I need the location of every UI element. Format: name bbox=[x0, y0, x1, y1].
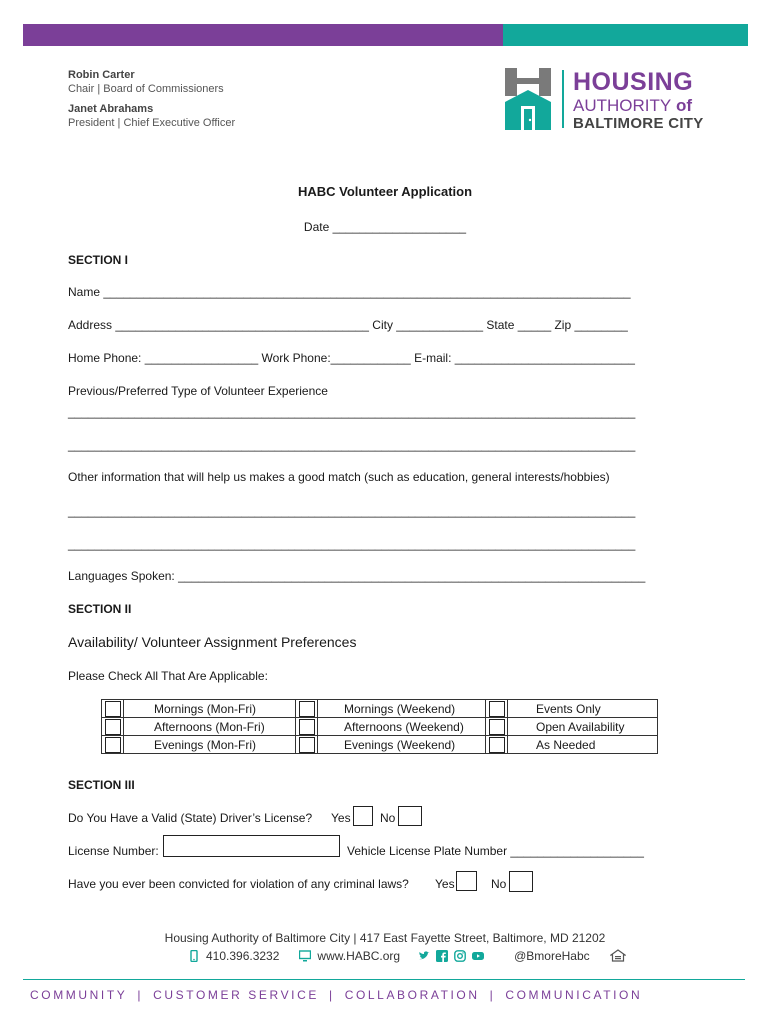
officials-block bbox=[68, 68, 235, 130]
value-item: COMMUNICATION bbox=[505, 988, 643, 1002]
house-door-icon bbox=[505, 68, 551, 130]
value-item: COMMUNITY bbox=[30, 988, 128, 1002]
checkbox-cell[interactable] bbox=[102, 718, 124, 736]
checkbox-cell[interactable] bbox=[486, 700, 508, 718]
footer-divider bbox=[23, 979, 745, 980]
official-name: Robin Carter bbox=[68, 69, 135, 81]
checkbox-cell[interactable] bbox=[296, 700, 318, 718]
logo-wordmark bbox=[573, 68, 704, 132]
experience-line[interactable]: _____________________________________________________________________________________ bbox=[68, 438, 636, 452]
logo-line-authority: AUTHORITY of bbox=[573, 96, 693, 115]
checkbox-cell[interactable] bbox=[102, 736, 124, 754]
monitor-icon bbox=[299, 950, 311, 962]
plate-number-field[interactable]: Vehicle License Plate Number ____________________ bbox=[347, 844, 644, 858]
experience-line[interactable]: _____________________________________________________________________________________ bbox=[68, 405, 636, 419]
option-label: Mornings (Weekend) bbox=[318, 700, 486, 718]
table-row bbox=[102, 718, 658, 736]
section-2-heading: SECTION II bbox=[68, 602, 132, 616]
official-role: President | Chief Executive Officer bbox=[68, 117, 236, 129]
footer-address: Housing Authority of Baltimore City | 417 East Fayette Street, Baltimore, MD 21202 bbox=[164, 931, 606, 945]
conviction-no-checkbox[interactable] bbox=[509, 871, 533, 892]
check-instruction: Please Check All That Are Applicable: bbox=[68, 669, 268, 683]
checkbox[interactable] bbox=[299, 701, 315, 717]
option-label: Open Availability bbox=[508, 718, 658, 736]
license-question: Do You Have a Valid (State) Driver’s License? bbox=[68, 811, 313, 825]
experience-label: Previous/Preferred Type of Volunteer Experience bbox=[68, 384, 328, 398]
checkbox[interactable] bbox=[489, 737, 505, 753]
value-item: COLLABORATION bbox=[344, 988, 480, 1002]
license-no-checkbox[interactable] bbox=[398, 806, 422, 826]
other-info-line[interactable]: _____________________________________________________________________________________ bbox=[68, 537, 636, 551]
checkbox-cell[interactable] bbox=[102, 700, 124, 718]
option-label: As Needed bbox=[508, 736, 658, 754]
option-label: Events Only bbox=[508, 700, 658, 718]
habc-logo bbox=[505, 68, 720, 134]
option-label: Mornings (Mon-Fri) bbox=[124, 700, 296, 718]
phone-email-field[interactable]: Home Phone: _________________ Work Phone:____________ E-mail: ___________________________ bbox=[68, 351, 635, 365]
name-field[interactable]: Name _______________________________________________________________________________ bbox=[68, 285, 631, 299]
section-3-heading: SECTION III bbox=[68, 778, 135, 792]
checkbox-cell[interactable] bbox=[296, 718, 318, 736]
other-info-line[interactable]: _____________________________________________________________________________________ bbox=[68, 504, 636, 518]
languages-field[interactable]: Languages Spoken: ______________________________________________________________________ bbox=[68, 569, 646, 583]
footer-social-handle[interactable]: @BmoreHabc bbox=[514, 949, 590, 963]
facebook-icon[interactable] bbox=[436, 950, 448, 962]
checkbox-cell[interactable] bbox=[486, 736, 508, 754]
option-label: Evenings (Mon-Fri) bbox=[124, 736, 296, 754]
form-title: HABC Volunteer Application bbox=[297, 184, 473, 199]
option-label: Afternoons (Mon-Fri) bbox=[124, 718, 296, 736]
official-name: Janet Abrahams bbox=[68, 103, 154, 115]
youtube-icon[interactable] bbox=[472, 950, 484, 962]
checkbox[interactable] bbox=[299, 737, 315, 753]
header-bar-teal bbox=[503, 24, 748, 46]
address-field[interactable]: Address ______________________________________ City _____________ State _____ Zip ________ bbox=[68, 318, 628, 332]
license-number-input[interactable] bbox=[163, 835, 340, 857]
value-item: CUSTOMER SERVICE bbox=[153, 988, 319, 1002]
other-info-label: Other information that will help us makes a good match (such as education, general interests/hobbies) bbox=[68, 470, 610, 484]
conviction-yes-checkbox[interactable] bbox=[456, 871, 477, 891]
checkbox[interactable] bbox=[105, 701, 121, 717]
official-role: Chair | Board of Commissioners bbox=[68, 83, 224, 95]
no-label: No bbox=[491, 877, 507, 891]
checkbox[interactable] bbox=[105, 719, 121, 735]
checkbox[interactable] bbox=[489, 701, 505, 717]
license-yes-checkbox[interactable] bbox=[353, 806, 373, 826]
yes-label: Yes bbox=[435, 877, 455, 891]
conviction-question: Have you ever been convicted for violation of any criminal laws? bbox=[68, 877, 409, 891]
checkbox[interactable] bbox=[299, 719, 315, 735]
no-label: No bbox=[380, 811, 396, 825]
table-row bbox=[102, 700, 658, 718]
option-label: Evenings (Weekend) bbox=[318, 736, 486, 754]
checkbox-cell[interactable] bbox=[296, 736, 318, 754]
footer-values: COMMUNITY | CUSTOMER SERVICE | COLLABORATION | COMMUNICATION bbox=[30, 988, 643, 1002]
license-number-label: License Number: bbox=[68, 844, 159, 858]
header-bar-purple bbox=[23, 24, 503, 46]
date-field[interactable]: Date ____________________ bbox=[303, 220, 467, 234]
table-row bbox=[102, 736, 658, 754]
checkbox[interactable] bbox=[105, 737, 121, 753]
twitter-icon[interactable] bbox=[418, 950, 430, 962]
phone-icon bbox=[188, 950, 200, 962]
section-2-subheading: Availability/ Volunteer Assignment Preferences bbox=[68, 634, 357, 650]
logo-line-city: BALTIMORE CITY bbox=[573, 115, 704, 132]
checkbox-cell[interactable] bbox=[486, 718, 508, 736]
section-1-heading: SECTION I bbox=[68, 253, 129, 267]
logo-divider bbox=[562, 70, 564, 128]
logo-line-housing: HOUSING bbox=[573, 68, 694, 96]
footer-website[interactable]: www.HABC.org bbox=[317, 949, 401, 963]
yes-label: Yes bbox=[331, 811, 351, 825]
footer-contact bbox=[188, 949, 626, 963]
checkbox[interactable] bbox=[489, 719, 505, 735]
option-label: Afternoons (Weekend) bbox=[318, 718, 486, 736]
instagram-icon[interactable] bbox=[454, 950, 466, 962]
footer-phone: 410.396.3232 bbox=[206, 949, 280, 963]
availability-table bbox=[101, 699, 658, 754]
equal-housing-icon bbox=[610, 949, 626, 963]
